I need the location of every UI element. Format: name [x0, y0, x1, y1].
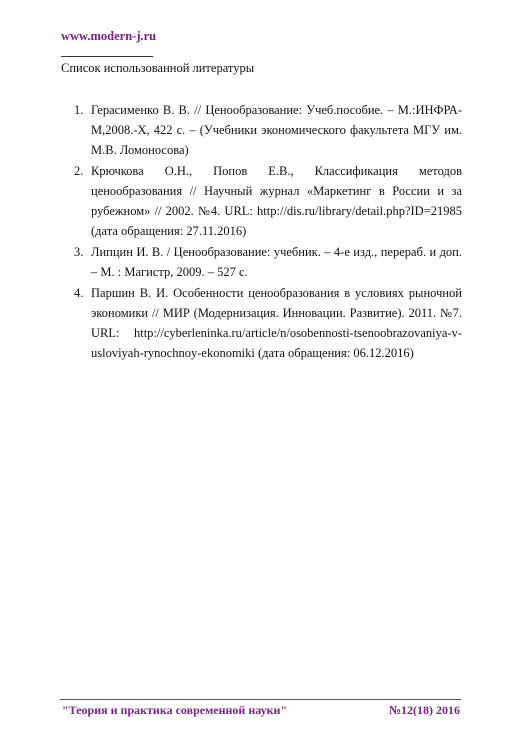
footer-divider	[60, 699, 461, 700]
reference-item	[74, 100, 462, 160]
reference-text: Герасименко В. В. // Ценообразование: Учеб.пособие. – М.:ИНФРА-М,2008.-Х, 422 с. – (Учебники экономического факультета МГУ им. М.В. Ломоносова)	[91, 103, 462, 157]
reference-list	[74, 100, 462, 364]
section-title: Список использованной литературы	[61, 61, 255, 75]
reference-item	[74, 242, 462, 282]
site-url[interactable]: www.modern-j.ru	[61, 29, 157, 43]
reference-number: 3.	[74, 245, 84, 259]
reference-text: Липцин И. В. / Ценообразование: учебник. – 4-е изд., перераб. и доп. – М. : Магистр, 2009. – 527 с.	[91, 245, 462, 279]
reference-text: Крючкова О.Н., Попов Е.В., Классификация методов ценообразования // Научный журнал «Маркетинг в России и за рубежном» // 2002. №4. URL: http://dis.ru/library/detail.php?ID=21985 (дата обращения: 27.11.2016)	[91, 164, 462, 238]
reference-number: 2.	[74, 164, 84, 178]
journal-title: "Теория и практика современной науки"	[62, 703, 288, 717]
reference-number: 4.	[74, 286, 84, 300]
reference-number: 1.	[74, 103, 84, 117]
reference-item	[74, 161, 462, 241]
issue-number: №12(18) 2016	[388, 703, 460, 717]
reference-item	[74, 283, 462, 363]
reference-text: Паршин В. И. Особенности ценообразования в условиях рыночной экономики // МИР (Модернизация. Инновации. Развитие). 2011. №7. URL: http://cyberleninka.ru/article/n/osobennosti-tsenoobrazovaniya-v-usloviyah-rynochnoy-ekonomiki (дата обращения: 06.12.2016)	[91, 286, 462, 360]
header-divider	[61, 56, 153, 57]
